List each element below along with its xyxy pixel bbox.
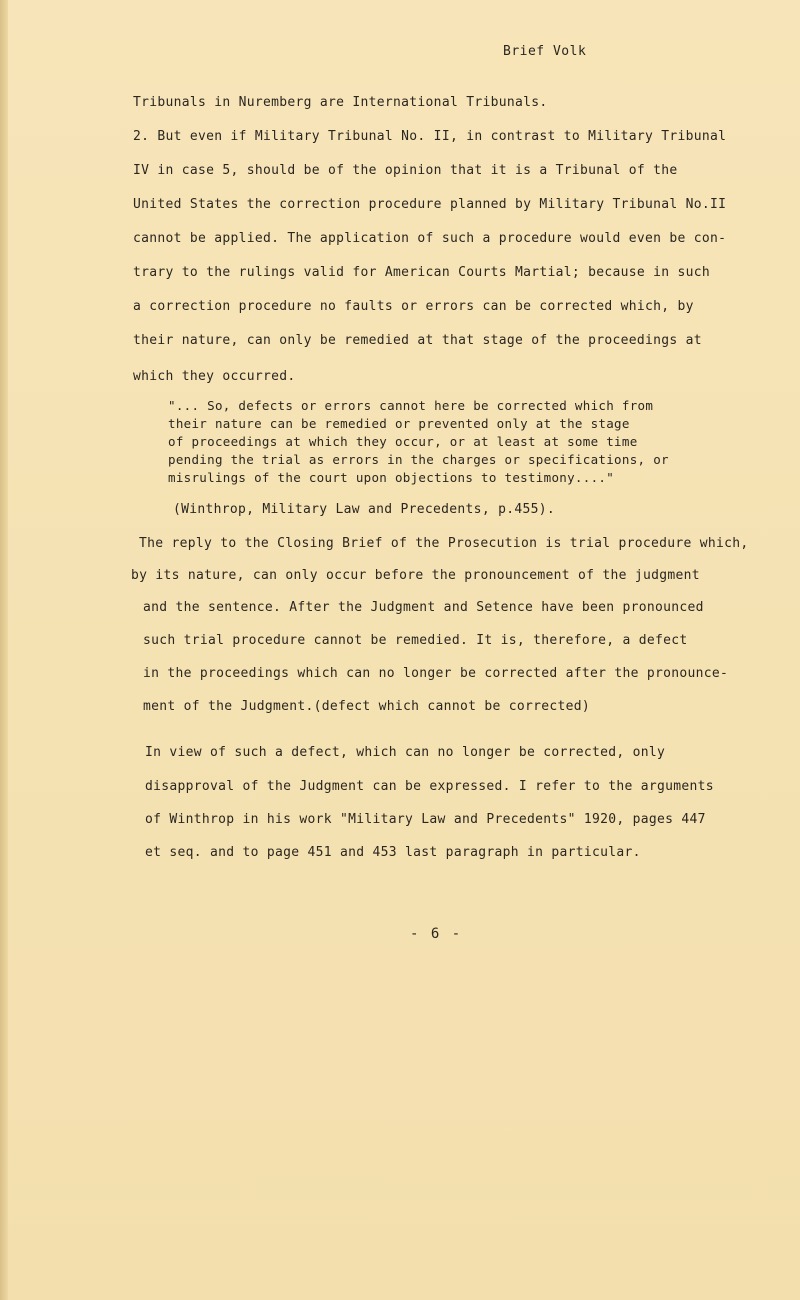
text-line: In view of such a defect, which can no longer be corrected, only xyxy=(145,745,666,760)
text-line: which they occurred. xyxy=(133,369,296,384)
text-line: their nature, can only be remedied at that stage of the proceedings at xyxy=(133,333,702,348)
quote-line: pending the trial as errors in the charges or specifications, or xyxy=(168,452,669,467)
text-line: disapproval of the Judgment can be expressed. I refer to the arguments xyxy=(145,779,714,794)
text-line: a correction procedure no faults or errors can be corrected which, by xyxy=(133,299,694,314)
text-line: trary to the rulings valid for American Courts Martial; because in such xyxy=(133,265,710,280)
text-line: and the sentence. After the Judgment and Setence have been pronounced xyxy=(143,600,704,615)
page-edge-shadow xyxy=(0,0,8,1300)
text-line: 2. But even if Military Tribunal No. II, in contrast to Military Tribunal xyxy=(133,129,727,144)
citation: (Winthrop, Military Law and Precedents, p.455). xyxy=(173,502,555,517)
page-header: Brief Volk xyxy=(503,44,587,59)
text-line: IV in case 5, should be of the opinion that it is a Tribunal of the xyxy=(133,163,678,178)
text-line: in the proceedings which can no longer be corrected after the pronounce- xyxy=(143,666,729,681)
quote-line: "... So, defects or errors cannot here be corrected which from xyxy=(168,398,654,413)
text-line: cannot be applied. The application of such a procedure would even be con- xyxy=(133,231,727,246)
text-line: by its nature, can only occur before the pronouncement of the judgment xyxy=(131,568,700,583)
text-line: such trial procedure cannot be remedied. It is, therefore, a defect xyxy=(143,633,688,648)
text-line: United States the correction procedure planned by Military Tribunal No.II xyxy=(133,197,727,212)
text-line: ment of the Judgment.(defect which cannot be corrected) xyxy=(143,699,590,714)
text-line: Tribunals in Nuremberg are International Tribunals. xyxy=(133,95,548,110)
text-line: et seq. and to page 451 and 453 last paragraph in particular. xyxy=(145,845,641,860)
quote-line: of proceedings at which they occur, or at least at some time xyxy=(168,434,638,449)
quote-line: their nature can be remedied or prevented only at the stage xyxy=(168,416,630,431)
text-line: of Winthrop in his work "Military Law and Precedents" 1920, pages 447 xyxy=(145,812,706,827)
quote-line: misrulings of the court upon objections to testimony...." xyxy=(168,470,615,485)
page-number: - 6 - xyxy=(410,926,463,942)
text-line: The reply to the Closing Brief of the Prosecution is trial procedure which, xyxy=(139,536,749,551)
